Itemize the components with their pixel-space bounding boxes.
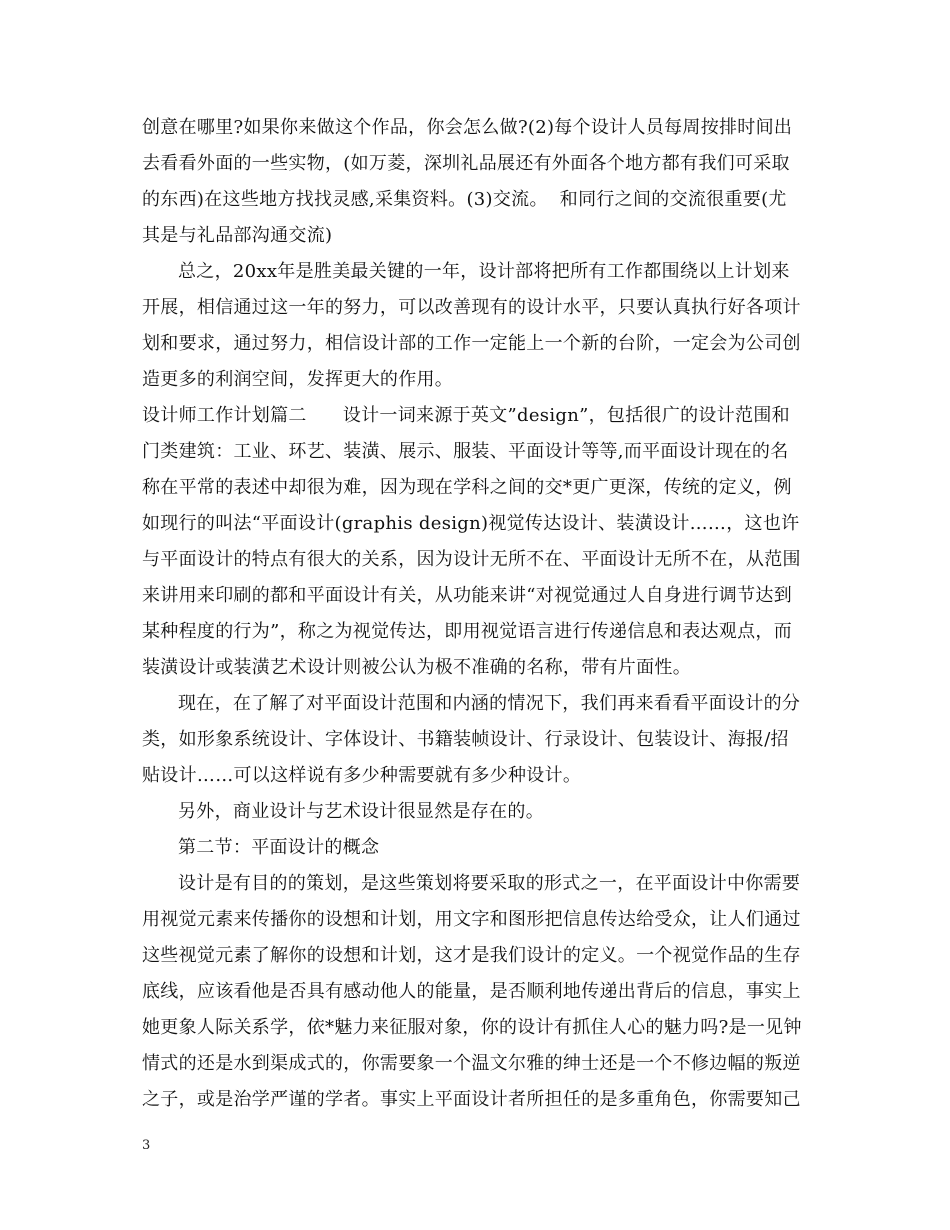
text-line: 与平面设计的特点有很大的关系，因为设计无所不在、平面设计无所不在，从范围 (142, 549, 801, 570)
text-line: 其是与礼品部沟通交流) (142, 225, 333, 246)
text-line: 之子，或是治学严谨的学者。事实上平面设计者所担任的是多重角色，你需要知己 (142, 1089, 801, 1110)
text-line: 开展，相信通过这一年的努力，可以改善现有的设计水平，只要认真执行好各项计 (142, 297, 801, 318)
paragraph-start-line: 另外，商业设计与艺术设计很显然是存在的。 (178, 801, 544, 822)
text-line: 她更象人际关系学，依*魅力来征服对象，你的设计有抓住人心的魅力吗?是一见钟 (142, 1017, 802, 1038)
text-line: 划和要求，通过努力，相信设计部的工作一定能上一个新的台阶，一定会为公司创 (142, 333, 801, 354)
text-line: 这些视觉元素了解你的设想和计划，这才是我们设计的定义。一个视觉作品的生存 (142, 945, 801, 966)
subheading-line: 第二节：平面设计的概念 (178, 837, 380, 858)
text-line: 的东西)在这些地方找找灵感,采集资料。(3)交流。 和同行之间的交流很重要(尤 (142, 189, 787, 210)
text-line: 某种程度的行为”，称之为视觉传达，即用视觉语言进行传递信息和表达观点，而 (142, 621, 792, 642)
section-heading-line: 设计师工作计划篇二 设计一词来源于英文”design”，包括很广的设计范围和 (142, 405, 790, 426)
text-line: 情式的还是水到渠成式的，你需要象一个温文尔雅的绅士还是一个不修边幅的叛逆 (142, 1053, 801, 1074)
text-line: 门类建筑：工业、环艺、装潢、展示、服装、平面设计等等,而平面设计现在的名 (142, 441, 789, 462)
text-line: 去看看外面的一些实物，(如万菱，深圳礼品展还有外面各个地方都有我们可采取 (142, 153, 790, 174)
text-line: 如现行的叫法“平面设计(graphis design)视觉传达设计、装潢设计……，这也许 (142, 513, 800, 534)
text-line: 底线，应该看他是否具有感动他人的能量，是否顺利地传递出背后的信息，事实上 (142, 981, 801, 1002)
text-line: 造更多的利润空间，发挥更大的作用。 (142, 369, 454, 390)
paragraph-start-line: 现在，在了解了对平面设计范围和内涵的情况下，我们再来看看平面设计的分 (178, 693, 801, 714)
text-line: 贴设计……可以这样说有多少种需要就有多少种设计。 (142, 765, 582, 786)
document-page (142, 110, 814, 1118)
text-line: 称在平常的表述中却很为难，因为现在学科之间的交*更广更深，传统的定义，例 (142, 477, 792, 498)
text-line: 类，如形象系统设计、字体设计、书籍装帧设计、行录设计、包装设计、海报/招 (142, 729, 789, 750)
page-number: 3 (142, 1138, 151, 1153)
text-line: 装潢设计或装潢艺术设计则被公认为极不准确的名称，带有片面性。 (142, 657, 691, 678)
paragraph-start-line: 总之，20xx年是胜美最关键的一年，设计部将把所有工作都围绕以上计划来 (178, 261, 790, 282)
text-line: 用视觉元素来传播你的设想和计划，用文字和图形把信息传达给受众，让人们通过 (142, 909, 801, 930)
text-line: 来讲用来印刷的都和平面设计有关，从功能来讲“对视觉通过人自身进行调节达到 (142, 585, 792, 606)
text-line: 创意在哪里?如果你来做这个作品，你会怎么做?(2)每个设计人员每周按排时间出 (142, 117, 793, 138)
paragraph-start-line: 设计是有目的的策划，是这些策划将要采取的形式之一，在平面设计中你需要 (178, 873, 801, 894)
